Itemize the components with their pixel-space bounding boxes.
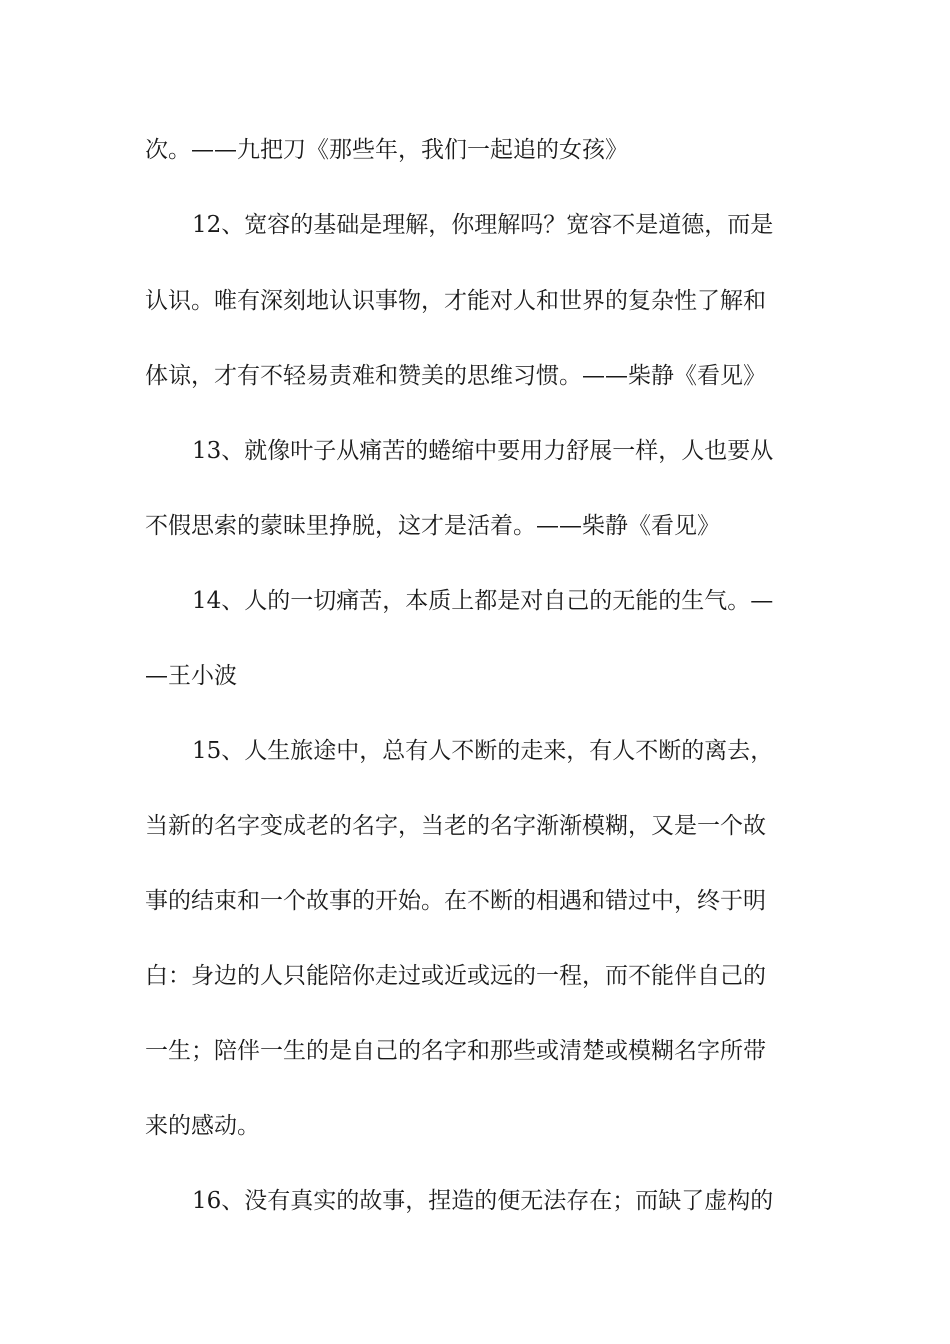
text-line: 14、人的一切痛苦，本质上都是对自己的无能的生气。— [192, 588, 774, 614]
text-line: 体谅，才有不轻易责难和赞美的思维习惯。——柴静《看见》 [145, 363, 766, 389]
text-line: 15、人生旅途中，总有人不断的走来，有人不断的离去， [192, 738, 774, 764]
text-line: —王小波 [145, 663, 237, 689]
text-line: 12、宽容的基础是理解，你理解吗？宽容不是道德，而是 [192, 212, 774, 238]
text-line: 来的感动。 [145, 1113, 260, 1139]
text-line: 不假思索的蒙昧里挣脱，这才是活着。——柴静《看见》 [145, 513, 720, 539]
text-line: 13、就像叶子从痛苦的蜷缩中要用力舒展一样，人也要从 [192, 438, 774, 464]
text-line: 认识。唯有深刻地认识事物，才能对人和世界的复杂性了解和 [145, 288, 766, 314]
text-line: 一生；陪伴一生的是自己的名字和那些或清楚或模糊名字所带 [145, 1038, 766, 1064]
text-line: 次。——九把刀《那些年，我们一起追的女孩》 [145, 137, 628, 163]
text-line: 当新的名字变成老的名字，当老的名字渐渐模糊，又是一个故 [145, 813, 766, 839]
text-line: 白：身边的人只能陪你走过或近或远的一程，而不能伴自己的 [145, 963, 766, 989]
text-line: 16、没有真实的故事，捏造的便无法存在；而缺了虚构的 [192, 1188, 774, 1214]
text-line: 事的结束和一个故事的开始。在不断的相遇和错过中，终于明 [145, 888, 766, 914]
